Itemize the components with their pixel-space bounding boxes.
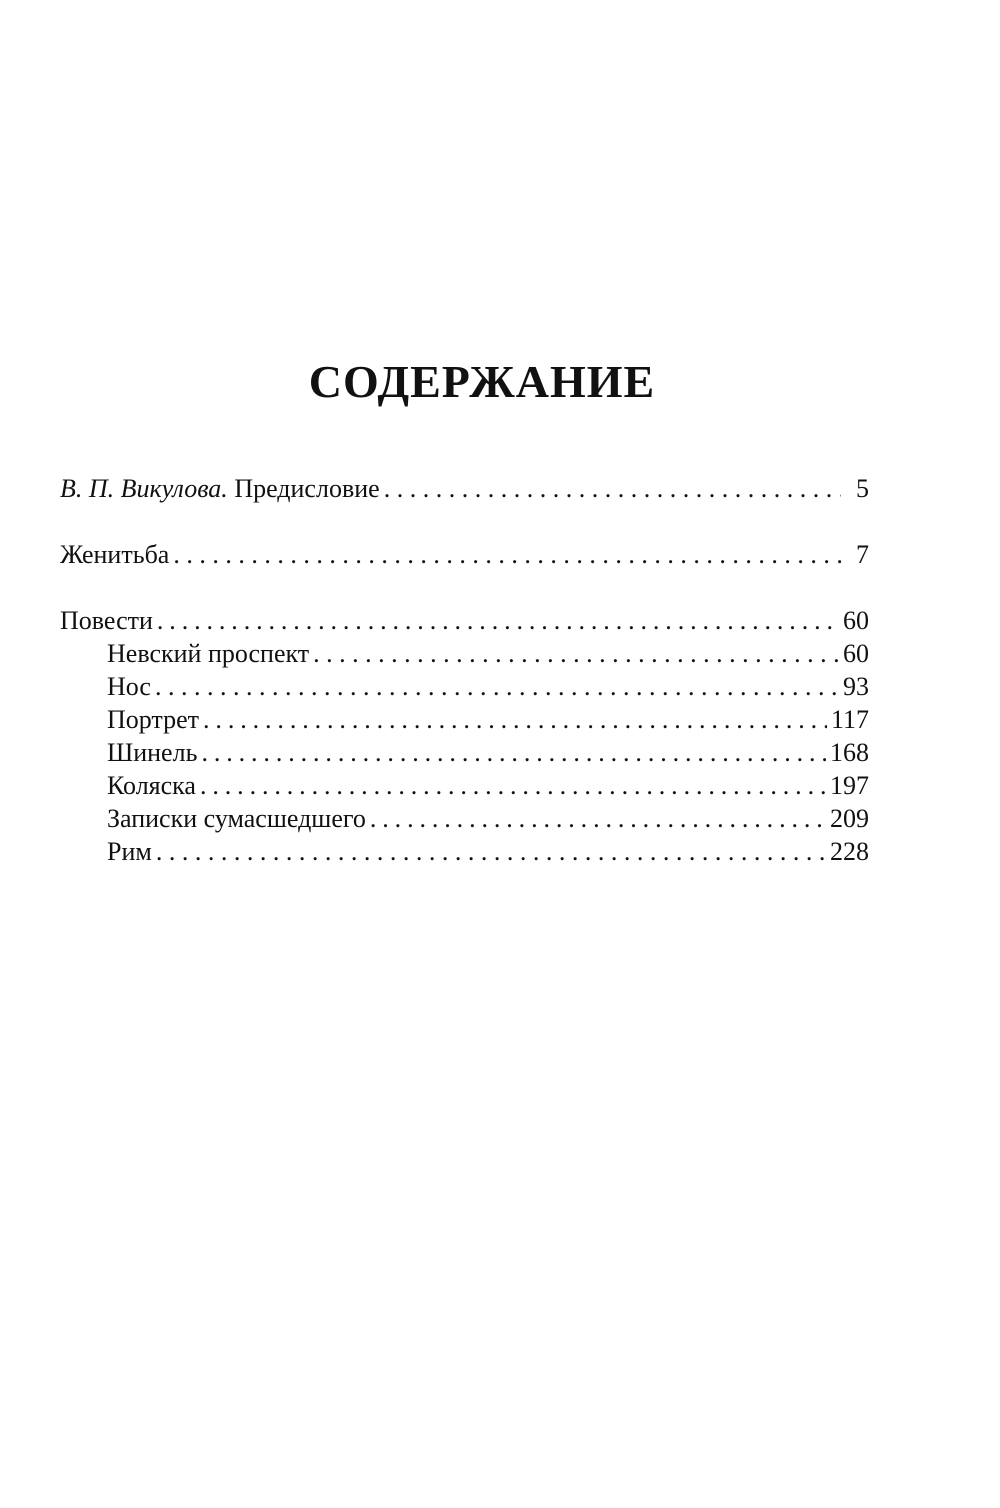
toc-entry-nos — [60, 670, 869, 703]
toc-entry-label: Повести — [60, 606, 153, 635]
toc-page-number: 60 — [843, 606, 869, 635]
toc-page-number: 5 — [856, 474, 869, 503]
dot-leader — [157, 604, 839, 637]
toc-entry-label: Коляска — [107, 771, 196, 800]
toc-entry-portret — [60, 703, 869, 736]
toc-page-number: 228 — [830, 837, 869, 866]
toc-entry-label: Портрет — [107, 705, 200, 734]
toc-entry-label: Предисловие — [234, 474, 380, 503]
dot-leader — [155, 670, 839, 703]
toc-entry-preface — [60, 472, 869, 505]
dot-leader — [201, 736, 826, 769]
toc-entry-title — [60, 472, 380, 505]
dot-leader — [370, 802, 826, 835]
toc-entry-author: В. П. Викулова. — [60, 474, 228, 503]
toc-entry-shinel — [60, 736, 869, 769]
toc-entry-label: Записки сумасшедшего — [107, 804, 366, 833]
toc-entry-label: Рим — [107, 837, 152, 866]
toc-entry-label: Нос — [107, 672, 151, 701]
toc-entry-povesti — [60, 604, 869, 637]
toc-entry-zapiski — [60, 802, 869, 835]
toc-entry-label: Женитьба — [60, 540, 170, 569]
dot-leader — [313, 637, 839, 670]
toc-entry-zhenitba — [60, 538, 869, 571]
toc-page-number: 209 — [830, 804, 869, 833]
toc-page-number: 117 — [830, 705, 869, 734]
page-title: СОДЕРЖАНИЕ — [308, 356, 656, 407]
toc-page-number: 197 — [830, 771, 869, 800]
dot-leader — [173, 538, 841, 571]
toc-entry-label: Шинель — [107, 738, 198, 767]
toc-page-number: 7 — [856, 540, 869, 569]
toc-entry-kolyaska — [60, 769, 869, 802]
table-of-contents — [60, 472, 869, 868]
dot-leader — [156, 835, 826, 868]
toc-entry-nevsky — [60, 637, 869, 670]
toc-entry-label: Невский проспект — [107, 639, 310, 668]
dot-leader — [200, 769, 826, 802]
dot-leader — [384, 472, 841, 505]
toc-page-number: 60 — [843, 639, 869, 668]
toc-page-number: 168 — [830, 738, 869, 767]
dot-leader — [203, 703, 827, 736]
toc-page-number: 93 — [843, 672, 869, 701]
toc-entry-rim — [60, 835, 869, 868]
